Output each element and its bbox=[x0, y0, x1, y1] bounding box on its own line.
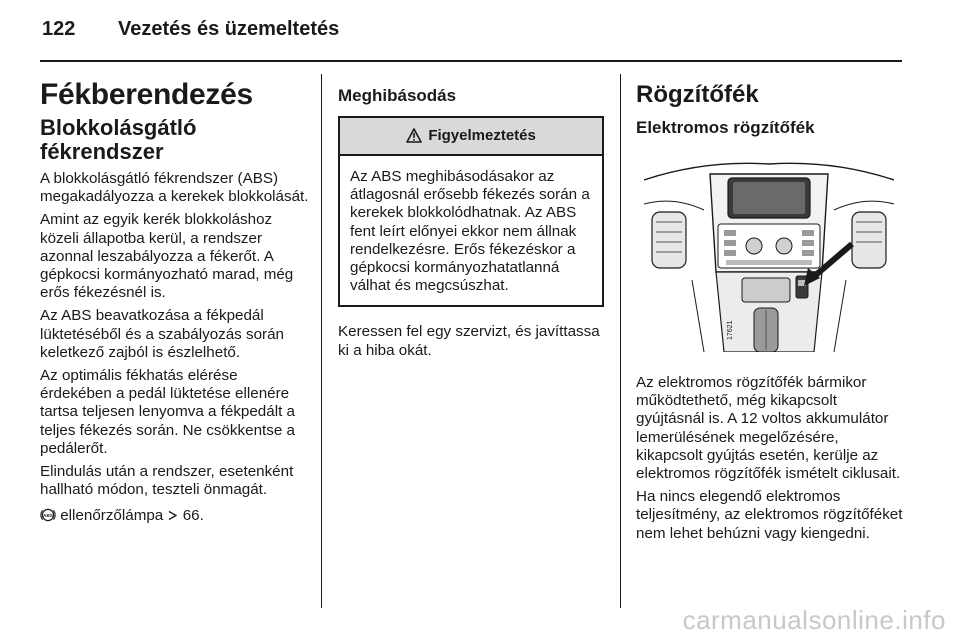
page-number: 122 bbox=[42, 18, 76, 40]
paragraph: Ha nincs elegendő elektromos teljesítmény, az elektromos rögzítőféket nem lehet behúzni vagy kiengedni. bbox=[636, 488, 903, 542]
column-divider-1 bbox=[321, 74, 322, 608]
page-reference-link[interactable]: 66. bbox=[182, 507, 204, 525]
abs-warning-lamp-icon bbox=[40, 507, 56, 528]
watermark: carmanualsonline.info bbox=[682, 605, 946, 635]
figure-code: 17621 bbox=[727, 320, 734, 340]
svg-text:ABS: ABS bbox=[43, 513, 53, 519]
paragraph: Amint az egyik kerék blokkoláshoz közeli állapotba kerül, a rendszer azonnal leszabályozza a fékerőt. A gépkocsi kormányozható marad, még erős fékezésnél is. bbox=[40, 211, 294, 302]
paragraph: A blokkolásgátló fékrendszer (ABS) megakadályozza a kerekek blokkolását. bbox=[40, 170, 309, 206]
warning-title: Figyelmeztetés bbox=[428, 127, 536, 144]
paragraph: Keressen fel egy szervizt, és javíttassa ki a hiba okát. bbox=[338, 323, 600, 359]
center-console-illustration bbox=[644, 160, 894, 352]
parking-brake-heading: Rögzítőfék bbox=[636, 81, 759, 108]
paragraph: Az optimális fékhatás elérése érdekében a pedál lüktetése ellenére tartsa teljesen lenyomva a fékpedált a teljes fékezés során. Ne csökkentse a pedálerőt. bbox=[40, 367, 295, 457]
column-2 bbox=[338, 72, 604, 365]
paragraph: Az elektromos rögzítőfék bármikor működtethető, még kikapcsolt gyújtásnál is. A 12 voltos akkumulátor lemerülésének megelőzésére, kikapcsolt gyújtás esetén, kerülje az elektromos rögzítőfék ismételt ciklusait. bbox=[636, 374, 901, 483]
column-3 bbox=[636, 72, 904, 548]
paragraph: Az ABS beavatkozása a fékpedál lüktetéséből és a szabályozás során keletkező zajból is észlelhető. bbox=[40, 307, 284, 361]
warning-text: Az ABS meghibásodásakor az átlagosnál erősebb fékezés során a kerekek blokkolódhatnak. Az ABS fent leírt előnyei ekkor nem állnak rendelkezésre. Erős fékezéskor a gépkocsi kormányozhatatlanná válhat és megcsúszhat. bbox=[350, 168, 590, 295]
abs-subtitle: Blokkolásgátló fékrendszer bbox=[40, 115, 197, 164]
warning-header bbox=[340, 118, 602, 156]
reference-line bbox=[40, 507, 312, 528]
section-title: Fékberendezés bbox=[40, 78, 253, 111]
page-reference-arrow-icon bbox=[167, 507, 178, 525]
paragraph: Elindulás után a rendszer, esetenként hallható módon, teszteli önmagát. bbox=[40, 463, 294, 499]
warning-box bbox=[338, 116, 604, 307]
electric-parking-brake-subheading: Elektromos rögzítőfék bbox=[636, 118, 815, 137]
column-1 bbox=[40, 72, 312, 534]
header-title: Vezetés és üzemeltetés bbox=[118, 18, 340, 40]
malfunction-heading: Meghibásodás bbox=[338, 86, 457, 105]
warning-triangle-icon bbox=[406, 127, 428, 144]
header-rule bbox=[40, 60, 902, 62]
reference-text: ellenőrzőlámpa bbox=[60, 507, 164, 525]
column-divider-2 bbox=[620, 74, 621, 608]
